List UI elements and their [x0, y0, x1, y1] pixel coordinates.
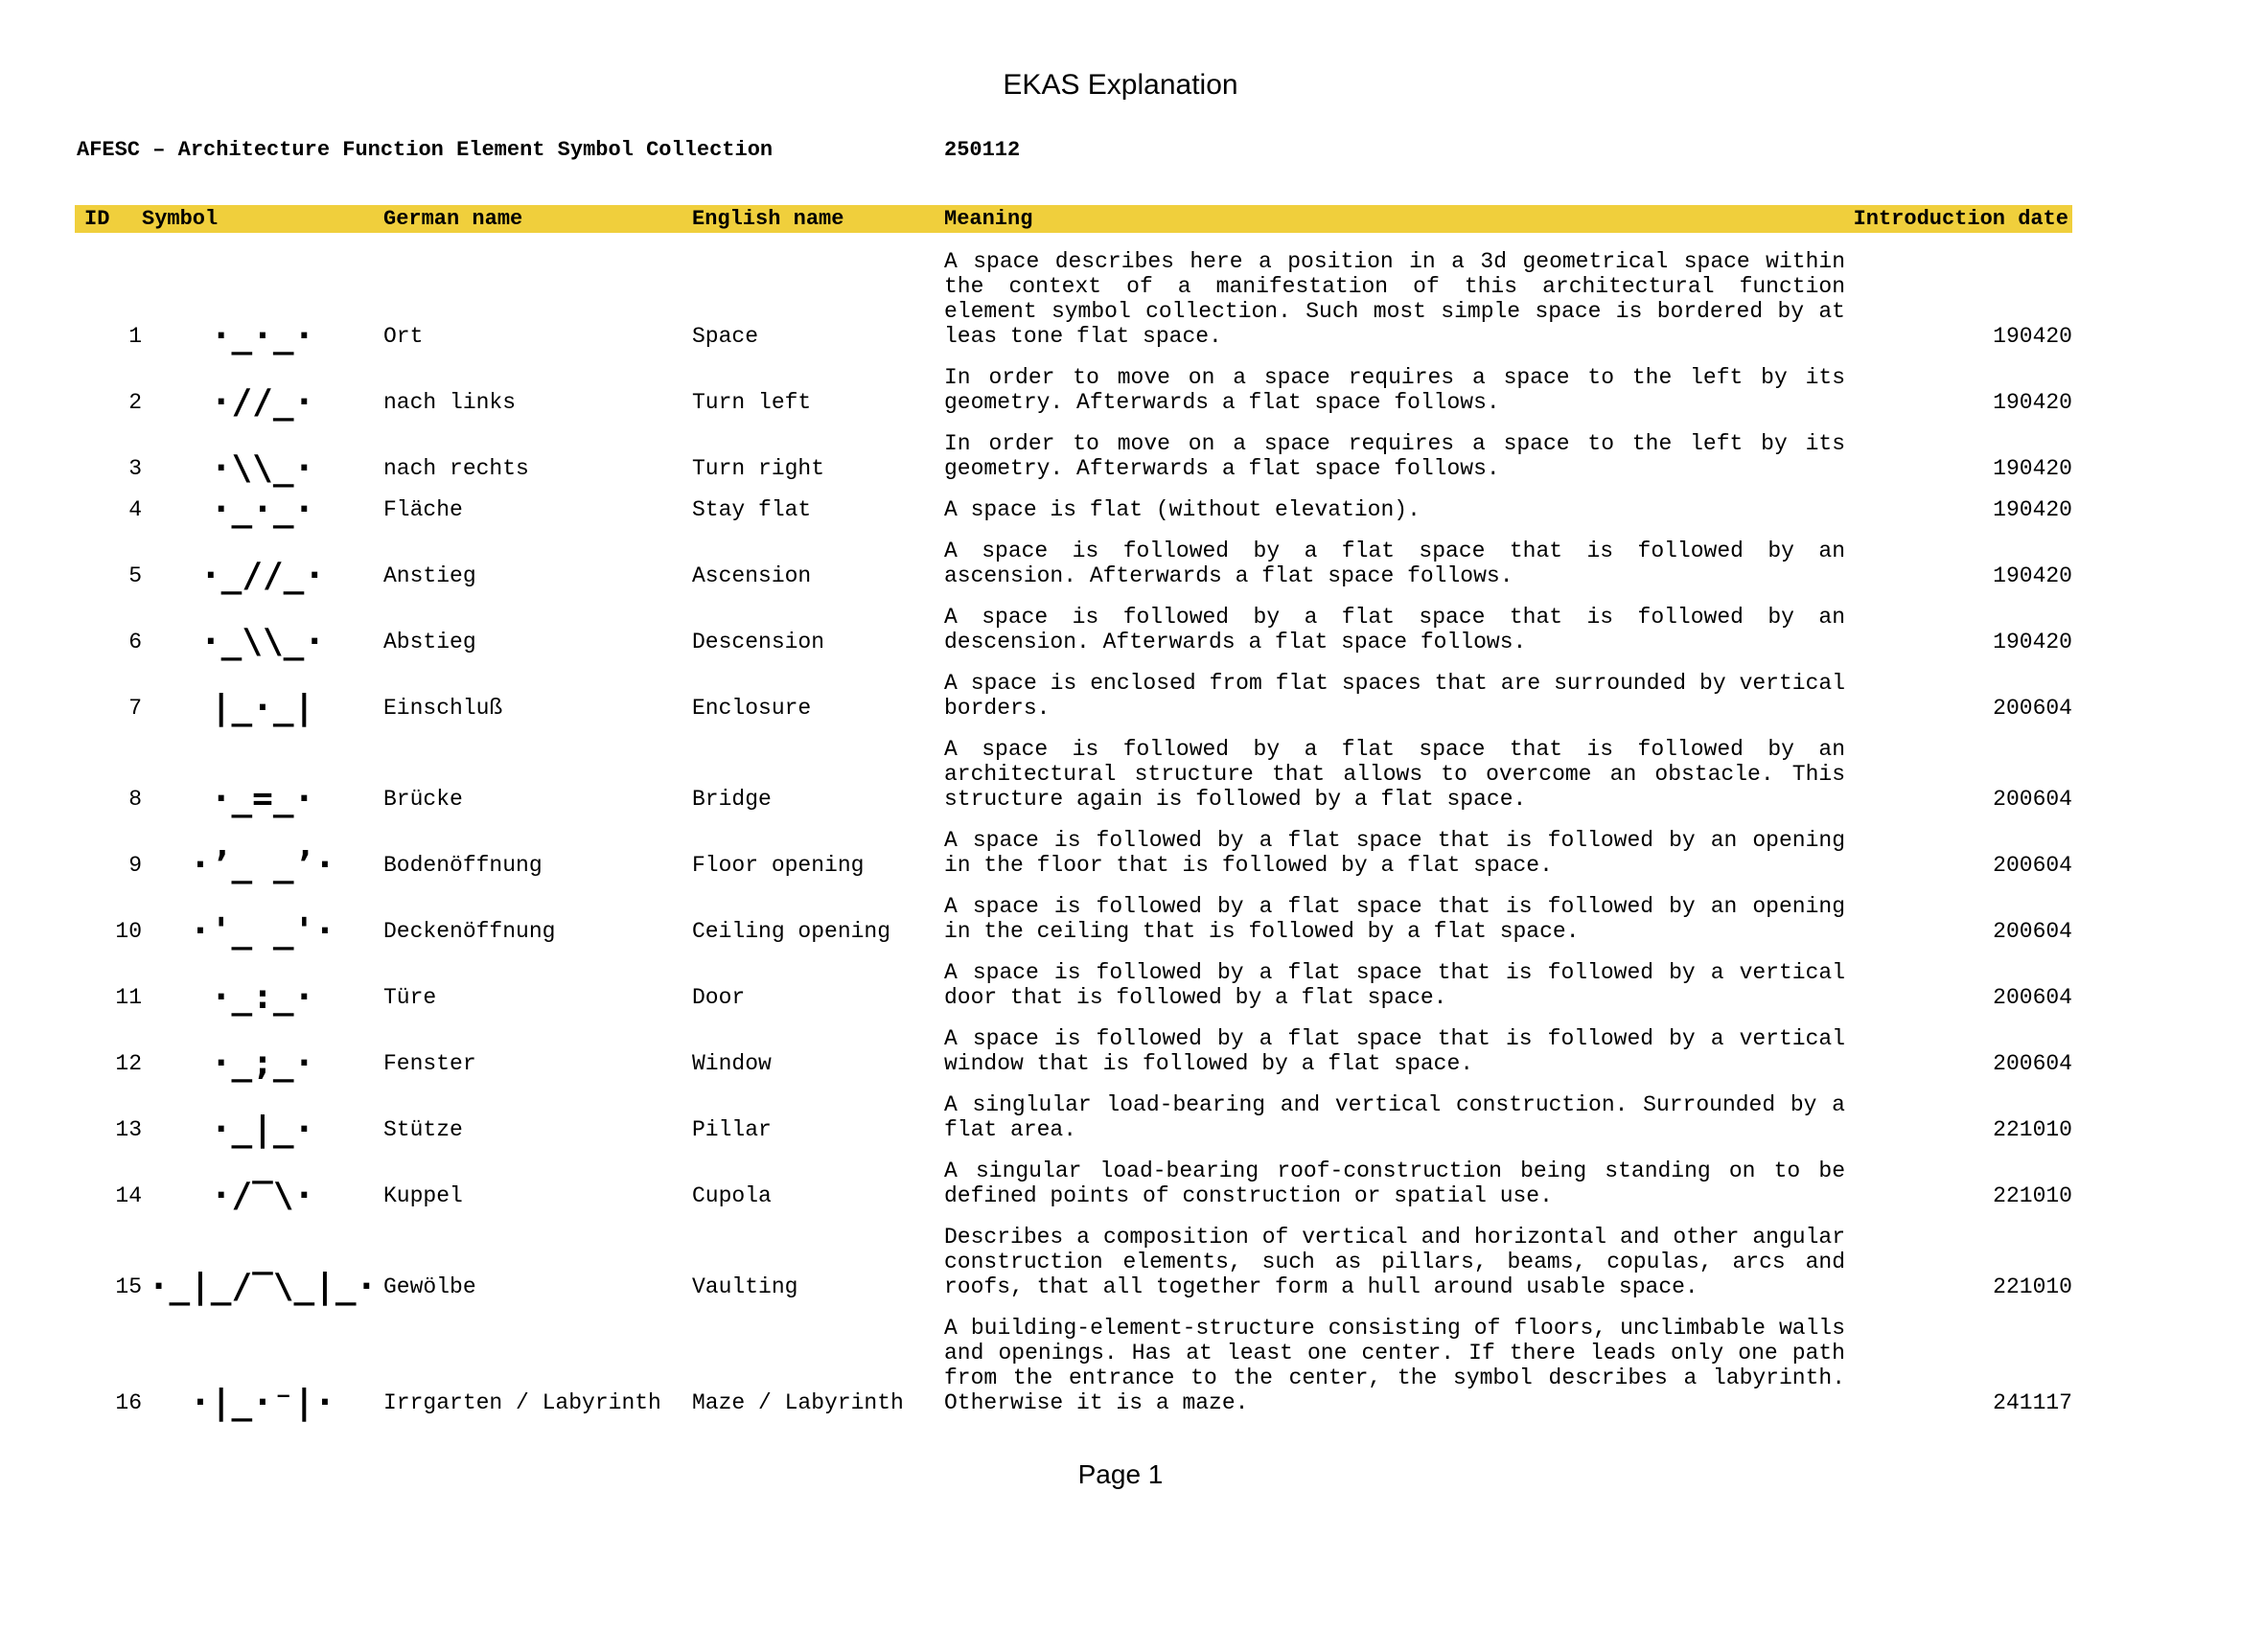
cell-introduction-date: 190420	[1993, 324, 2072, 349]
cell-german-name: Einschluß	[383, 696, 503, 721]
table-row	[75, 1142, 2072, 1208]
cell-meaning: A space is followed by a flat space that is followed by a vertical door that is followed by a flat space.	[944, 960, 1845, 1010]
cell-meaning: A singular load-bearing roof-construction being standing on to be defined points of construction or spatial use.	[944, 1159, 1845, 1208]
cell-symbol: ·_//_·	[199, 556, 326, 595]
cell-id: 7	[128, 696, 142, 721]
table-row	[75, 1010, 2072, 1076]
cell-symbol: ·_\\_·	[199, 622, 326, 661]
symbol-table	[75, 205, 2072, 1422]
table-row	[75, 1208, 2072, 1299]
cell-id: 13	[115, 1117, 142, 1142]
cell-id: 15	[115, 1274, 142, 1299]
table-row	[75, 878, 2072, 944]
cell-introduction-date: 190420	[1993, 630, 2072, 654]
cell-symbol: ·_|_·	[210, 1110, 315, 1149]
table-row	[75, 415, 2072, 481]
cell-meaning: A space is followed by a flat space that is followed by an descension. Afterwards a flat space follows.	[944, 605, 1845, 654]
cell-meaning: A space is followed by a flat space that is followed by an opening in the ceiling that is followed by a flat space.	[944, 894, 1845, 944]
cell-introduction-date: 190420	[1993, 497, 2072, 522]
cell-introduction-date: 200604	[1993, 919, 2072, 944]
table-row	[75, 233, 2072, 349]
cell-id: 12	[115, 1051, 142, 1076]
cell-english-name: Window	[692, 1051, 772, 1076]
cell-german-name: Abstieg	[383, 630, 476, 654]
cell-german-name: Irrgarten / Labyrinth	[383, 1390, 661, 1415]
cell-id: 16	[115, 1390, 142, 1415]
cell-introduction-date: 190420	[1993, 563, 2072, 588]
cell-english-name: Floor opening	[692, 853, 865, 878]
cell-english-name: Enclosure	[692, 696, 812, 721]
cell-english-name: Door	[692, 985, 746, 1010]
table-row	[75, 721, 2072, 812]
cell-introduction-date: 200604	[1993, 985, 2072, 1010]
cell-id: 1	[128, 324, 142, 349]
cell-id: 4	[128, 497, 142, 522]
cell-german-name: Türe	[383, 985, 437, 1010]
cell-introduction-date: 200604	[1993, 787, 2072, 812]
page-footer: Page 1	[1077, 1459, 1164, 1489]
cell-meaning: A building-element-structure consisting of floors, unclimbable walls and openings. Has at least one center. If there leads only one path from the entrance to the center, the symbol describes a labyrinth. Otherwise it is a maze.	[944, 1316, 1845, 1415]
cell-german-name: Gewölbe	[383, 1274, 476, 1299]
cell-meaning: A space is followed by a flat space that is followed by an ascension. Afterwards a flat space follows.	[944, 539, 1845, 588]
header-introduction-date: Introduction date	[1845, 205, 2072, 233]
cell-english-name: Turn left	[692, 390, 812, 415]
cell-english-name: Stay flat	[692, 497, 812, 522]
cell-english-name: Cupola	[692, 1183, 772, 1208]
cell-introduction-date: 221010	[1993, 1274, 2072, 1299]
cell-meaning: Describes a composition of vertical and horizontal and other angular construction elements, such as pillars, beams, copulas, arcs and roofs, that all together form a hull around usable space.	[944, 1225, 1845, 1299]
cell-english-name: Space	[692, 324, 759, 349]
cell-english-name: Descension	[692, 630, 825, 654]
cell-english-name: Bridge	[692, 787, 772, 812]
cell-symbol: ·//_·	[210, 382, 315, 422]
cell-german-name: Fläche	[383, 497, 463, 522]
header-id: ID	[75, 205, 142, 233]
cell-german-name: Bodenöffnung	[383, 853, 543, 878]
cell-german-name: Fenster	[383, 1051, 476, 1076]
cell-introduction-date: 190420	[1993, 390, 2072, 415]
cell-meaning: A space is flat (without elevation).	[944, 497, 1421, 522]
cell-symbol: ·\\_·	[210, 448, 315, 488]
cell-meaning: In order to move on a space requires a space to the left by its geometry. Afterwards a flat space follows.	[944, 431, 1845, 481]
cell-german-name: Ort	[383, 324, 424, 349]
cell-id: 10	[115, 919, 142, 944]
cell-english-name: Ascension	[692, 563, 812, 588]
cell-meaning: A space is enclosed from flat spaces that are surrounded by vertical borders.	[944, 671, 1845, 721]
cell-german-name: Stütze	[383, 1117, 463, 1142]
cell-symbol: ·|_·⁻|·	[190, 1383, 335, 1422]
cell-english-name: Vaulting	[692, 1274, 798, 1299]
header-symbol: Symbol	[142, 205, 383, 233]
cell-meaning: A space is followed by a flat space that is followed by an opening in the floor that is followed by a flat space.	[944, 828, 1845, 878]
cell-german-name: Deckenöffnung	[383, 919, 556, 944]
cell-meaning: A space describes here a position in a 3d geometrical space within the context of a manifestation of this architectural function element symbol collection. Such most simple space is bordered by at leas tone flat space.	[944, 249, 1845, 349]
cell-english-name: Maze / Labyrinth	[692, 1390, 904, 1415]
cell-meaning: A space is followed by a flat space that is followed by a vertical window that is followed by a flat space.	[944, 1026, 1845, 1076]
cell-id: 5	[128, 563, 142, 588]
cell-id: 8	[128, 787, 142, 812]
table-row	[75, 944, 2072, 1010]
cell-introduction-date: 221010	[1993, 1117, 2072, 1142]
cell-symbol: ·_:_·	[210, 977, 315, 1017]
cell-symbol: ·’_ _’·	[190, 845, 335, 884]
table-row	[75, 1076, 2072, 1142]
cell-german-name: Brücke	[383, 787, 463, 812]
cell-introduction-date: 241117	[1993, 1390, 2072, 1415]
cell-id: 11	[115, 985, 142, 1010]
cell-introduction-date: 190420	[1993, 456, 2072, 481]
cell-symbol: ·'_ _'·	[190, 911, 335, 951]
cell-introduction-date: 200604	[1993, 696, 2072, 721]
cell-symbol: ·_;_·	[210, 1044, 315, 1083]
cell-german-name: nach links	[383, 390, 517, 415]
page-title: EKAS Explanation	[1003, 69, 1238, 101]
cell-symbol: |_·_|	[210, 688, 315, 727]
collection-title: AFESC – Architecture Function Element Symbol Collection	[77, 138, 774, 162]
cell-meaning: A singlular load-bearing and vertical construction. Surrounded by a flat area.	[944, 1092, 1845, 1142]
table-row	[75, 588, 2072, 654]
table-row	[75, 654, 2072, 721]
cell-meaning: In order to move on a space requires a space to the left by its geometry. Afterwards a flat space follows.	[944, 365, 1845, 415]
table-row	[75, 522, 2072, 588]
cell-symbol: ·_|_/‾\_|_·	[148, 1267, 378, 1306]
cell-introduction-date: 200604	[1993, 1051, 2072, 1076]
table-row	[75, 349, 2072, 415]
symbol-table-body	[75, 233, 2072, 1422]
cell-id: 14	[115, 1183, 142, 1208]
cell-id: 6	[128, 630, 142, 654]
cell-symbol: ·_=_·	[210, 779, 315, 818]
cell-german-name: Anstieg	[383, 563, 476, 588]
header-meaning: Meaning	[944, 205, 1845, 233]
table-row	[75, 481, 2072, 522]
cell-english-name: Turn right	[692, 456, 825, 481]
cell-english-name: Pillar	[692, 1117, 772, 1142]
cell-id: 2	[128, 390, 142, 415]
header-german-name: German name	[383, 205, 692, 233]
cell-id: 9	[128, 853, 142, 878]
cell-meaning: A space is followed by a flat space that is followed by an architectural structure that allows to overcome an obstacle. This structure again is followed by a flat space.	[944, 737, 1845, 812]
document-subtitle-row	[77, 138, 2241, 165]
header-english-name: English name	[692, 205, 944, 233]
document-number: 250112	[944, 138, 1021, 162]
cell-id: 3	[128, 456, 142, 481]
table-row	[75, 812, 2072, 878]
cell-german-name: Kuppel	[383, 1183, 463, 1208]
cell-introduction-date: 200604	[1993, 853, 2072, 878]
cell-introduction-date: 221010	[1993, 1183, 2072, 1208]
cell-symbol: ·/‾\·	[210, 1176, 315, 1215]
cell-german-name: nach rechts	[383, 456, 529, 481]
table-row	[75, 1299, 2072, 1415]
cell-symbol: ·_·_·	[210, 490, 315, 529]
cell-symbol: ·_·_·	[210, 316, 315, 356]
cell-english-name: Ceiling opening	[692, 919, 891, 944]
table-header-row	[75, 205, 2072, 233]
